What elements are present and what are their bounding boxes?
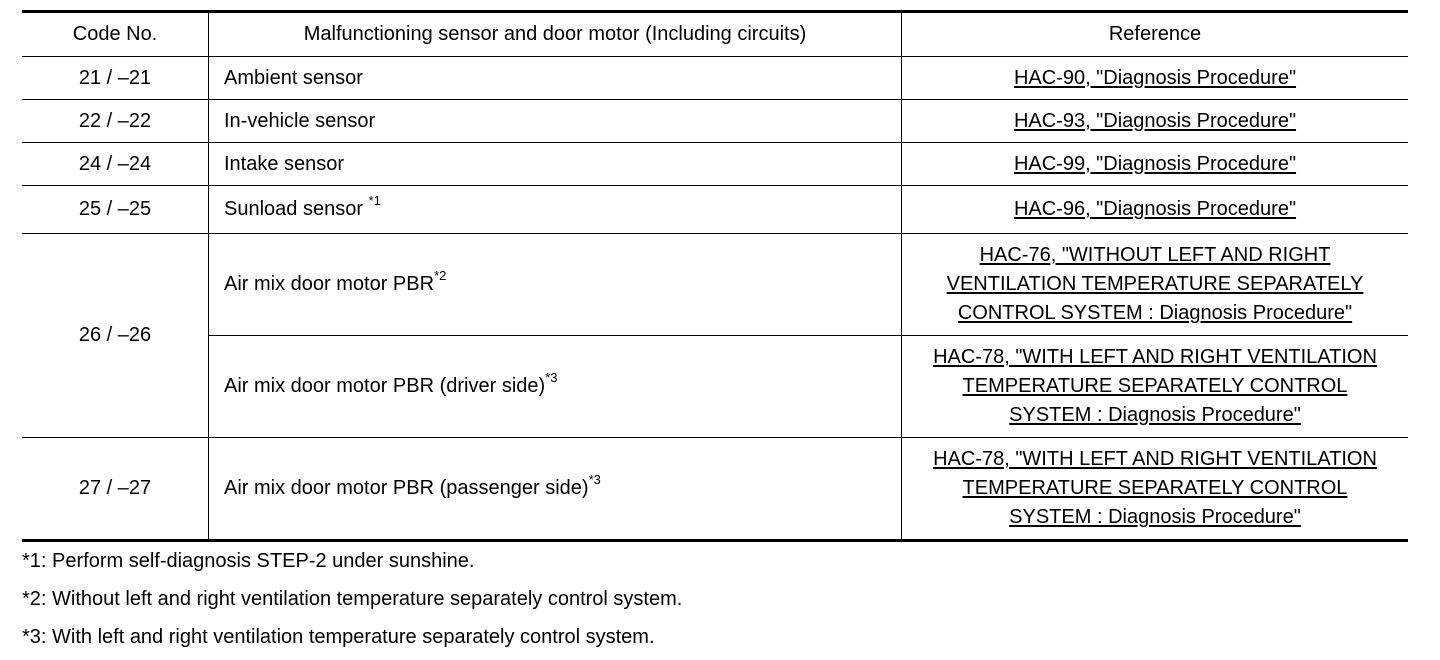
item-cell [209,438,902,541]
item-cell [209,234,902,336]
diagnosis-table-container [22,10,1408,660]
table-row-24 [22,143,1408,186]
header-malfunction: Malfunctioning sensor and door motor (Including circuits) [209,12,902,57]
code-cell: 27 / –27 [22,438,209,541]
reference-cell [902,143,1409,186]
note-mark: *3 [545,370,558,385]
table-row-22 [22,100,1408,143]
reference-link[interactable]: HAC-99, "Diagnosis Procedure" [1013,152,1297,175]
reference-cell [902,186,1409,234]
reference-link[interactable]: HAC-78, "WITH LEFT AND RIGHT VENTILATION TEMPERATURE SEPARATELY CONTROL SYSTEM : Diagnosis Procedure" [933,346,1377,426]
code-cell: 26 / –26 [22,234,209,438]
item-label: Sunload sensor [224,198,369,220]
reference-link[interactable]: HAC-93, "Diagnosis Procedure" [1013,109,1297,132]
item-cell [209,100,902,143]
reference-link[interactable]: HAC-78, "WITH LEFT AND RIGHT VENTILATION TEMPERATURE SEPARATELY CONTROL SYSTEM : Diagnosis Procedure" [933,448,1377,528]
code-cell: 21 / –21 [22,57,209,100]
footnote-1: *1: Perform self-diagnosis STEP-2 under sunshine. [22,550,475,572]
reference-cell [902,100,1409,143]
footnotes [22,546,1408,660]
note-mark: *1 [368,193,381,208]
item-cell [209,336,902,438]
item-label: Intake sensor [224,152,345,175]
header-reference: Reference [902,12,1409,57]
reference-cell [902,234,1409,336]
reference-cell [902,57,1409,100]
table-header-row [22,12,1408,57]
item-label: In-vehicle sensor [224,109,376,132]
reference-cell [902,336,1409,438]
item-label: Air mix door motor PBR [224,273,435,295]
item-label: Air mix door motor PBR (passenger side) [224,477,589,499]
item-label: Ambient sensor [224,66,363,89]
table-row-21 [22,57,1408,100]
code-cell: 24 / –24 [22,143,209,186]
reference-cell [902,438,1409,541]
footnote-2: *2: Without left and right ventilation temperature separately control system. [22,588,683,610]
item-label: Air mix door motor PBR (driver side) [224,375,546,397]
reference-link[interactable]: HAC-90, "Diagnosis Procedure" [1013,66,1297,89]
table-row-27 [22,438,1408,541]
table-row-26b [22,336,1408,438]
diagnosis-table [22,10,1408,542]
table-row-25 [22,186,1408,234]
table-row-26a [22,234,1408,336]
reference-link[interactable]: HAC-76, "WITHOUT LEFT AND RIGHT VENTILATION TEMPERATURE SEPARATELY CONTROL SYSTEM : Diagnosis Procedure" [946,244,1364,324]
item-cell [209,57,902,100]
header-code: Code No. [22,12,209,57]
footnote-3: *3: With left and right ventilation temperature separately control system. [22,626,655,648]
item-cell [209,186,902,234]
note-mark: *3 [588,472,601,487]
item-cell [209,143,902,186]
code-cell: 22 / –22 [22,100,209,143]
code-cell: 25 / –25 [22,186,209,234]
reference-link[interactable]: HAC-96, "Diagnosis Procedure" [1013,198,1297,220]
note-mark: *2 [434,268,447,283]
